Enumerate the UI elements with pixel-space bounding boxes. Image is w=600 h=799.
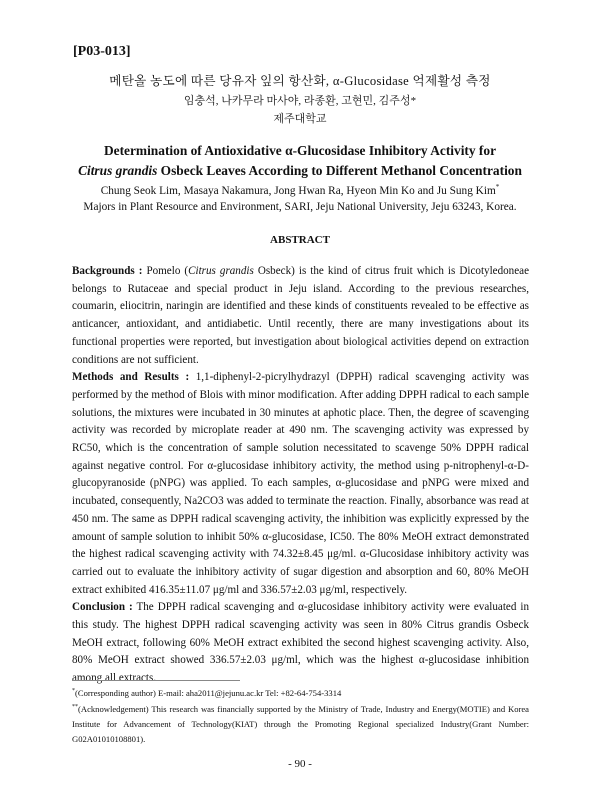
- backgrounds-text: Osbeck) is the kind of citrus fruit which is Dicotyledoneae belongs to Rutaceae and special product in Jeju island. According to the previous researches, coumarin, eliocitrin, naringin are identified and these kinds of constituents revealed to be effective as anticancer, antioxidant, and antidiabetic. Until recently, there are many investigations about its functional properties were reported, but investigation about biological activities depend on extraction conditions are not sufficient.: [72, 265, 529, 366]
- backgrounds-species: Citrus grandis: [188, 265, 254, 277]
- author-names: Chung Seok Lim, Masaya Nakamura, Jong Hwan Ra, Hyeon Min Ko and Ju Sung Kim: [100, 184, 496, 197]
- abstract-body: [72, 263, 529, 688]
- conclusion-label: Conclusion :: [72, 601, 133, 614]
- korean-title: 메탄올 농도에 따른 당유자 잎의 항산화, α-Glucosidase 억제활성 측정: [109, 74, 491, 88]
- acknowledgement-footnote: [72, 700, 529, 746]
- footnote-divider: [72, 680, 240, 681]
- species-name: Citrus grandis: [78, 163, 158, 178]
- english-authors: [0, 183, 600, 197]
- english-title-line1: Determination of Antioxidative α-Glucosidase Inhibitory Activity for: [103, 143, 497, 158]
- page-number: - 90 -: [288, 758, 312, 770]
- conclusion-paragraph: [72, 599, 529, 688]
- backgrounds-paragraph: [72, 263, 529, 369]
- abstract-code: [P03-013]: [73, 44, 131, 59]
- backgrounds-text-pre: Pomelo (: [142, 265, 189, 277]
- corresponding-mark: *: [495, 183, 500, 191]
- acknowledgement-footnote-text: (Acknowledgement) This research was financially supported by the Ministry of Trade, Industry and Energy(MOTIE) and Korea Institute for Advancement of Technology(KIAT) through the Promoting Regional specialized Industry(Grant Number: G02A01010108801).: [72, 704, 529, 744]
- methods-paragraph: [72, 369, 529, 599]
- english-title-line2: [0, 163, 600, 179]
- english-title-line2-rest: Osbeck Leaves According to Different Methanol Concentration: [157, 163, 522, 178]
- corresponding-footnote: [72, 684, 529, 700]
- backgrounds-label: Backgrounds :: [72, 265, 143, 277]
- corresponding-footnote-text: (Corresponding author) E-mail: aha2011@jejunu.ac.kr Tel: +82-64-754-3314: [75, 687, 342, 698]
- affiliation: Majors in Plant Resource and Environment, SARI, Jeju National University, Jeju 63243, Korea.: [83, 201, 517, 213]
- footnotes: [72, 684, 529, 746]
- acknowledgement-footnote-mark: **: [72, 704, 78, 711]
- corresponding-footnote-mark: *: [72, 688, 75, 694]
- methods-label: Methods and Results :: [72, 371, 190, 384]
- methods-text: 1,1-diphenyl-2-picrylhydrazyl (DPPH) radical scavenging activity was performed by the method of Blois with minor modification. After adding DPPH radical to each sample solutions, the mixtures were incubated in 30 minutes at aphotic place. Then, the degree of scavenging activity was recorded by microplate reader at 490 nm. The scavenging activity was expressed by RC50, which is the concentration of sample solution necessitated to scavenge 50% DPPH radical against negative control. For α-glucosidase inhibitory activity, the method using p-nitrophenyl-α-D-glucopyranoside (pNPG) was applied. To each samples, α-glucosidase and pNPG were mixed and incubated, consequently, Na2CO3 was added to terminate the reaction. Finally, absorbance was read at 450 nm. The same as DPPH radical scavenging activity, the inhibition was explicitly expressed by the amount of sample solution to inhibit 50% α-glucosidase, IC50. The 80% MeOH extract demonstrated the highest radical scavenging activity with 74.32±8.45 μg/ml. α-Glucosidase inhibitory activity was carried out to evaluate the inhibitory activity of sugar digestion and absorption and 60, 80% MeOH extract exhibited 416.35±11.07 μg/ml and 336.57±2.03 μg/ml, respectively.: [72, 371, 529, 596]
- abstract-heading: ABSTRACT: [270, 234, 330, 246]
- korean-authors: 임충석, 나카무라 마사야, 라종환, 고현민, 김주성*: [183, 95, 417, 107]
- korean-university: 제주대학교: [273, 113, 327, 125]
- conclusion-text: The DPPH radical scavenging and α-glucosidase inhibitory activity were evaluated in this study. The highest DPPH radical scavenging activity was seen in 80% Citrus grandis Osbeck MeOH extract, following 60% MeOH extract exhibited the second highest scavenging activity. Also, 80% MeOH extract showed 336.57±2.03 μg/ml, which was the highest α-glucosidase inhibition among all extracts.: [72, 601, 529, 685]
